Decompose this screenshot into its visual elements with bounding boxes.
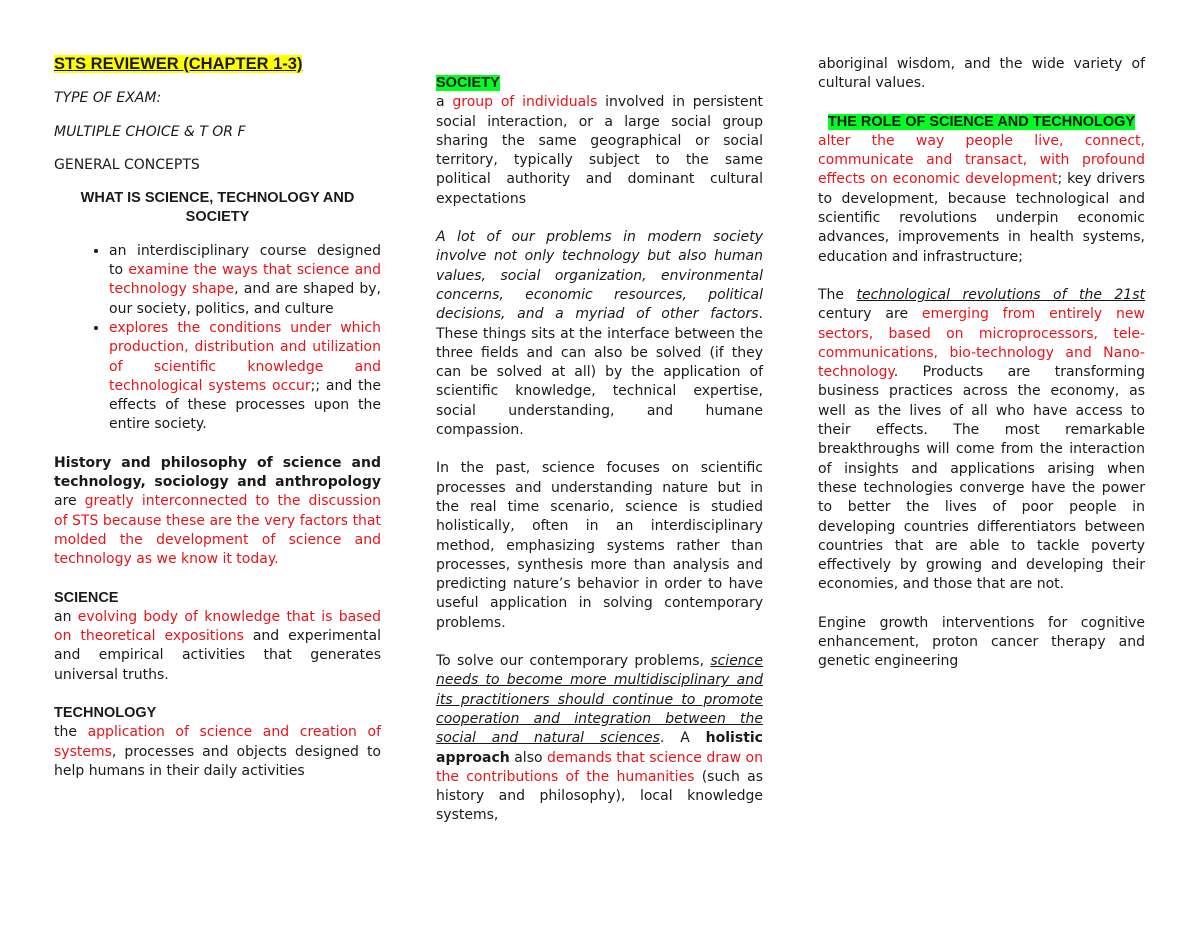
sts-definition-list	[54, 242, 381, 435]
problems-paragraph: A lot of our problems in modern society involve not only technology but also human values, social organization, environmental concerns, economic resources, political decisions, and a myriad of other factors. These things sits at the interface between the three fields and can also be solved (if they can be solved at all) by the application of scientific knowledge, technical expertise, social understanding, and humane compassion.	[436, 229, 763, 439]
role-definition: alter the way people live, connect, communicate and transact, with profound effects on economic development; key drivers to development, because technological and scientific revolutions underpin economic advances, improvements in health systems, education and infrastructure;	[818, 132, 1145, 265]
history-paragraph: History and philosophy of science and technology, sociology and anthropology are greatly interconnected to the discussion of STS because these are the very factors that molded the development of science and technology as we know it today.	[54, 454, 382, 568]
past-paragraph: In the past, science focuses on scientific processes and understanding nature but in the real time scenario, science is studied holistically, often in an interdisciplinary method, emphasizing systems rather than processes, synthesis more than analysis and predicting nature’s behavior in order to have useful application in solving contemporary problems.	[436, 460, 763, 631]
society-heading: SOCIETY	[436, 75, 500, 91]
column-3	[818, 0, 1145, 672]
list-item: • explores the conditions under which production, distribution and utilization of scientific knowledge and technological systems occur;; and the effects of these processes upon the entire society.	[109, 319, 381, 435]
engine-paragraph: Engine growth interventions for cognitive enhancement, proton cancer therapy and genetic engineering	[818, 614, 1145, 670]
technology-definition: the application of science and creation of systems, processes and objects designed to help humans in their daily activities	[54, 724, 381, 779]
column-1	[54, 0, 381, 781]
document-title: STS REVIEWER (CHAPTER 1-3)	[54, 55, 303, 73]
solve-paragraph: To solve our contemporary problems, science needs to become more multidisciplinary and its practitioners should continue to promote cooperation and integration between the social and natural sciences. A holistic approach also demands that science draw on the contributions of the humanities (such as history and philosophy), local knowledge systems,	[436, 653, 763, 824]
role-heading: THE ROLE OF SCIENCE AND TECHNOLOGY	[827, 113, 1136, 130]
revolutions-paragraph: The technological revolutions of the 21st century are emerging from entirely new sectors, based on microprocessors, tele-communications, bio-technology and Nano-technology. Products are transforming business practices across the economy, as well as the lives of all who have access to their effects. The most remarkable breakthroughs will come from the interaction of insights and applications arising when these technologies converge have the power to better the lives of poor people in developing countries differentiators between countries that are able to tackle poverty effectively by growing and developing their economies, and those that are not.	[818, 286, 1145, 593]
sts-heading: WHAT IS SCIENCE, TECHNOLOGY AND SOCIETY	[80, 190, 355, 226]
technology-heading: TECHNOLOGY	[54, 705, 157, 722]
society-definition: a group of individuals involved in persistent social interaction, or a large social group sharing the same geographical or social territory, typically subject to the same political authority and dominant cultural expectations	[436, 94, 763, 207]
general-concepts-label: GENERAL CONCEPTS	[54, 156, 200, 173]
science-definition: an evolving body of knowledge that is based on theoretical expositions and experimental and empirical activities that generates universal truths.	[54, 608, 382, 683]
exam-format: MULTIPLE CHOICE & T OR F	[54, 123, 246, 140]
column-2	[436, 0, 763, 826]
list-item: • an interdisciplinary course designed to examine the ways that science and technology shape, and are shaped by, our society, politics, and culture	[109, 242, 381, 319]
exam-type-label: TYPE OF EXAM:	[54, 90, 162, 107]
science-heading: SCIENCE	[54, 589, 119, 606]
continued-paragraph: aboriginal wisdom, and the wide variety of cultural values.	[818, 56, 1145, 92]
